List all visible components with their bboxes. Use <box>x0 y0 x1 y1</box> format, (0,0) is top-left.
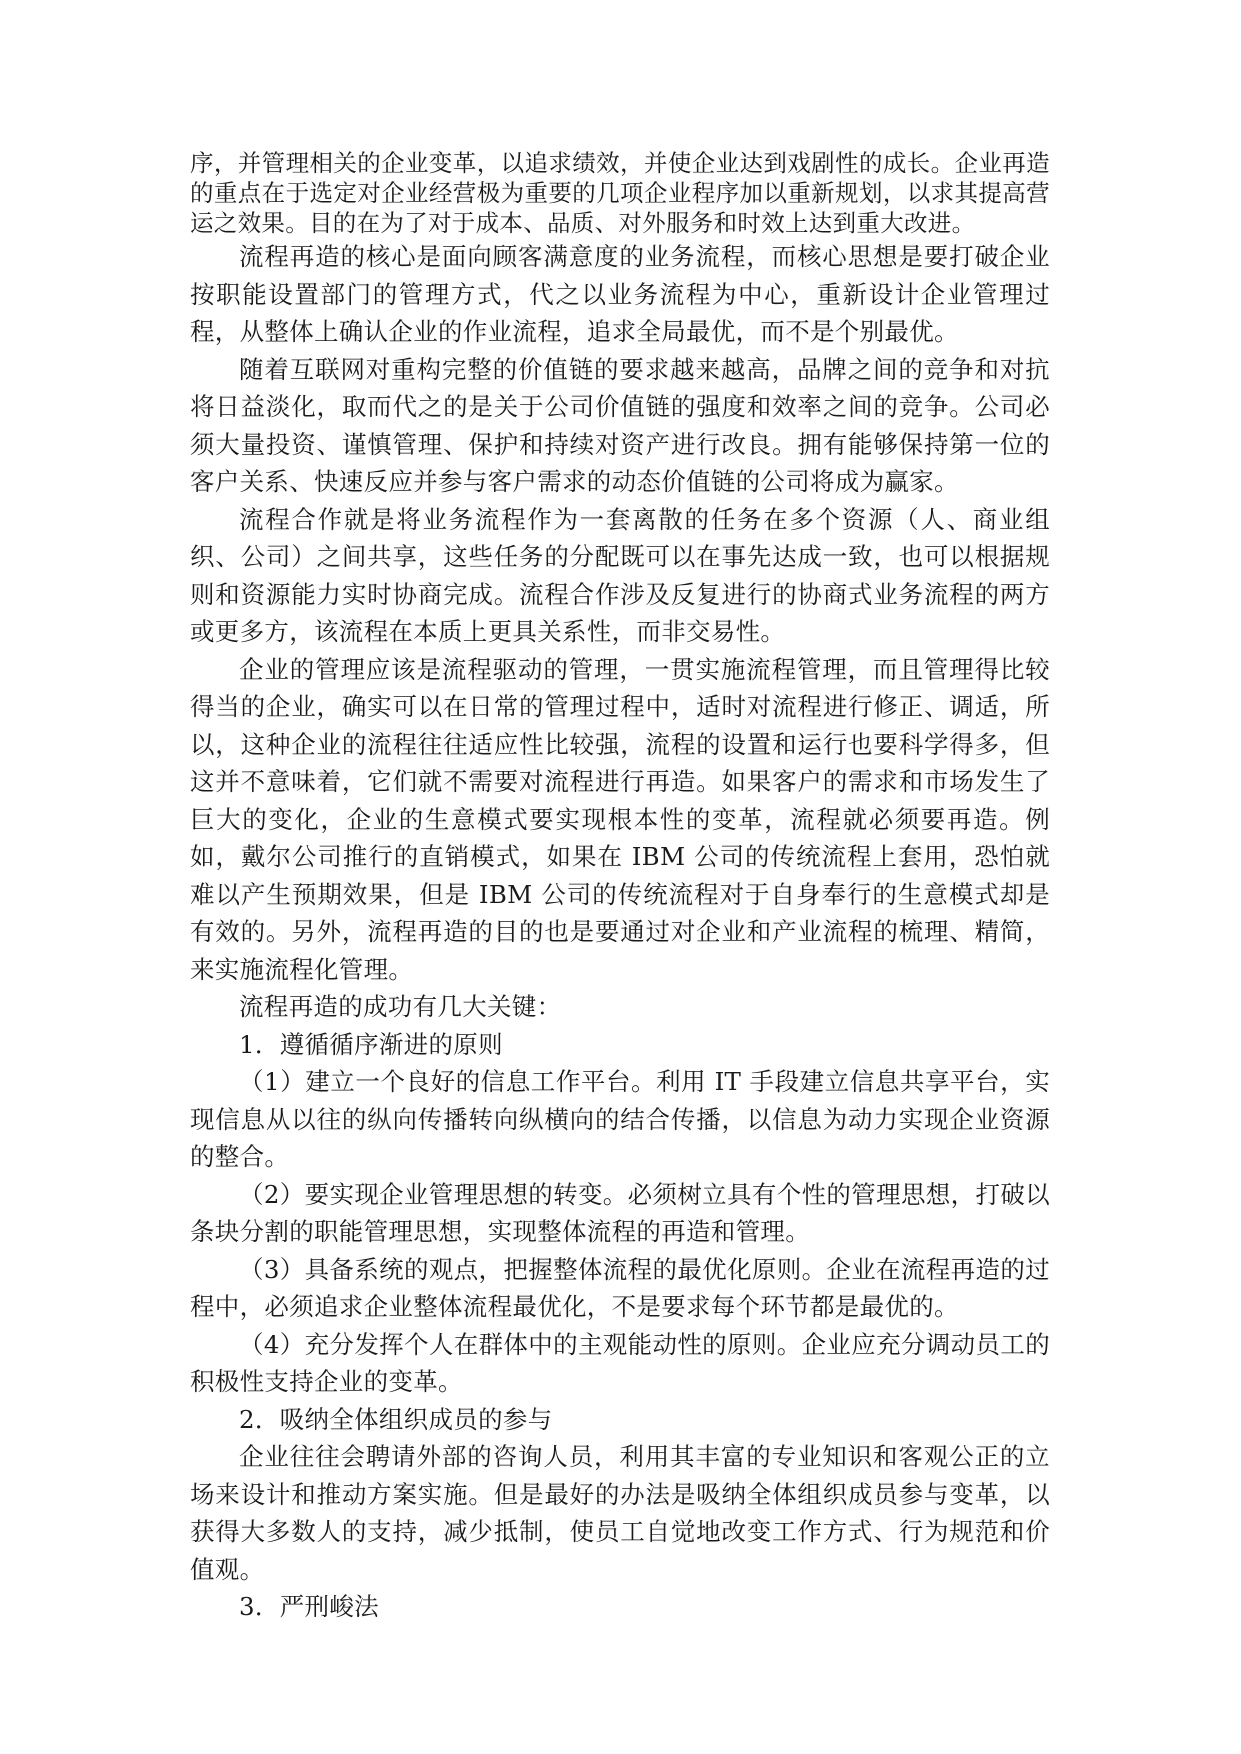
paragraph: 随着互联网对重构完整的价值链的要求越来越高，品牌之间的竞争和对抗将日益淡化，取而代之的是关于公司价值链的强度和效率之间的竞争。公司必须大量投资、谨慎管理、保护和持续对资产进行改良。拥有能够保持第一位的客户关系、快速反应并参与客户需求的动态价值链的公司将成为赢家。 <box>190 354 1050 496</box>
section-heading-1: 1．遵循循序渐进的原则 <box>239 1029 503 1059</box>
paragraph: 流程合作就是将业务流程作为一套离散的任务在多个资源（人、商业组织、公司）之间共享，这些任务的分配既可以在事先达成一致，也可以根据规则和资源能力实时协商完成。流程合作涉及反复进行的协商式业务流程的两方或更多方，该流程在本质上更具关系性，而非交易性。 <box>190 504 1050 646</box>
list-item: （2）要实现企业管理思想的转变。必须树立具有个性的管理思想，打破以条块分割的职能管理思想，实现整体流程的再造和管理。 <box>190 1179 1050 1246</box>
section-intro: 流程再造的成功有几大关键： <box>239 992 562 1021</box>
section-heading-2: 2．吸纳全体组织成员的参与 <box>239 1404 553 1434</box>
list-item: （3）具备系统的观点，把握整体流程的最优化原则。企业在流程再造的过程中，必须追求企业整体流程最优化，不是要求每个环节都是最优的。 <box>190 1254 1050 1321</box>
list-item: （4）充分发挥个人在群体中的主观能动性的原则。企业应充分调动员工的积极性支持企业的变革。 <box>190 1329 1050 1396</box>
paragraph: 企业往往会聘请外部的咨询人员，利用其丰富的专业知识和客观公正的立场来设计和推动方案实施。但是最好的办法是吸纳全体组织成员参与变革，以获得大多数人的支持，减少抵制，使员工自觉地改变工作方式、行为规范和价值观。 <box>190 1442 1050 1584</box>
paragraph-continuation: 序，并管理相关的企业变革，以追求绩效，并使企业达到戏剧性的成长。企业再造的重点在于选定对企业经营极为重要的几项企业程序加以重新规划，以求其提高营运之效果。目的在为了对于成本、品质、对外服务和时效上达到重大改进。 <box>190 149 1050 237</box>
paragraph: 流程再造的核心是面向顾客满意度的业务流程，而核心思想是要打破企业按职能设置部门的管理方式，代之以业务流程为中心，重新设计企业管理过程，从整体上确认企业的作业流程，追求全局最优，而不是个别最优。 <box>190 242 1050 346</box>
paragraph: 企业的管理应该是流程驱动的管理，一贯实施流程管理，而且管理得比较得当的企业，确实可以在日常的管理过程中，适时对流程进行修正、调适，所以，这种企业的流程往往适应性比较强，流程的设置和运行也要科学得多，但这并不意味着，它们就不需要对流程进行再造。如果客户的需求和市场发生了巨大的变化，企业的生意模式要实现根本性的变革，流程就必须要再造。例如，戴尔公司推行的直销模式，如果在 IBM 公司的传统流程上套用，恐怕就难以产生预期效果，但是 IBM 公司的传统流程对于自身奉行的生意模式却是有效的。另外，流程再造的目的也是要通过对企业和产业流程的梳理、精简，来实施流程化管理。 <box>190 654 1050 984</box>
list-item: （1）建立一个良好的信息工作平台。利用 IT 手段建立信息共享平台，实现信息从以往的纵向传播转向纵横向的结合传播，以信息为动力实现企业资源的整合。 <box>190 1067 1050 1171</box>
section-heading-3: 3．严刑峻法 <box>239 1592 379 1621</box>
document-body <box>190 148 1050 1626</box>
